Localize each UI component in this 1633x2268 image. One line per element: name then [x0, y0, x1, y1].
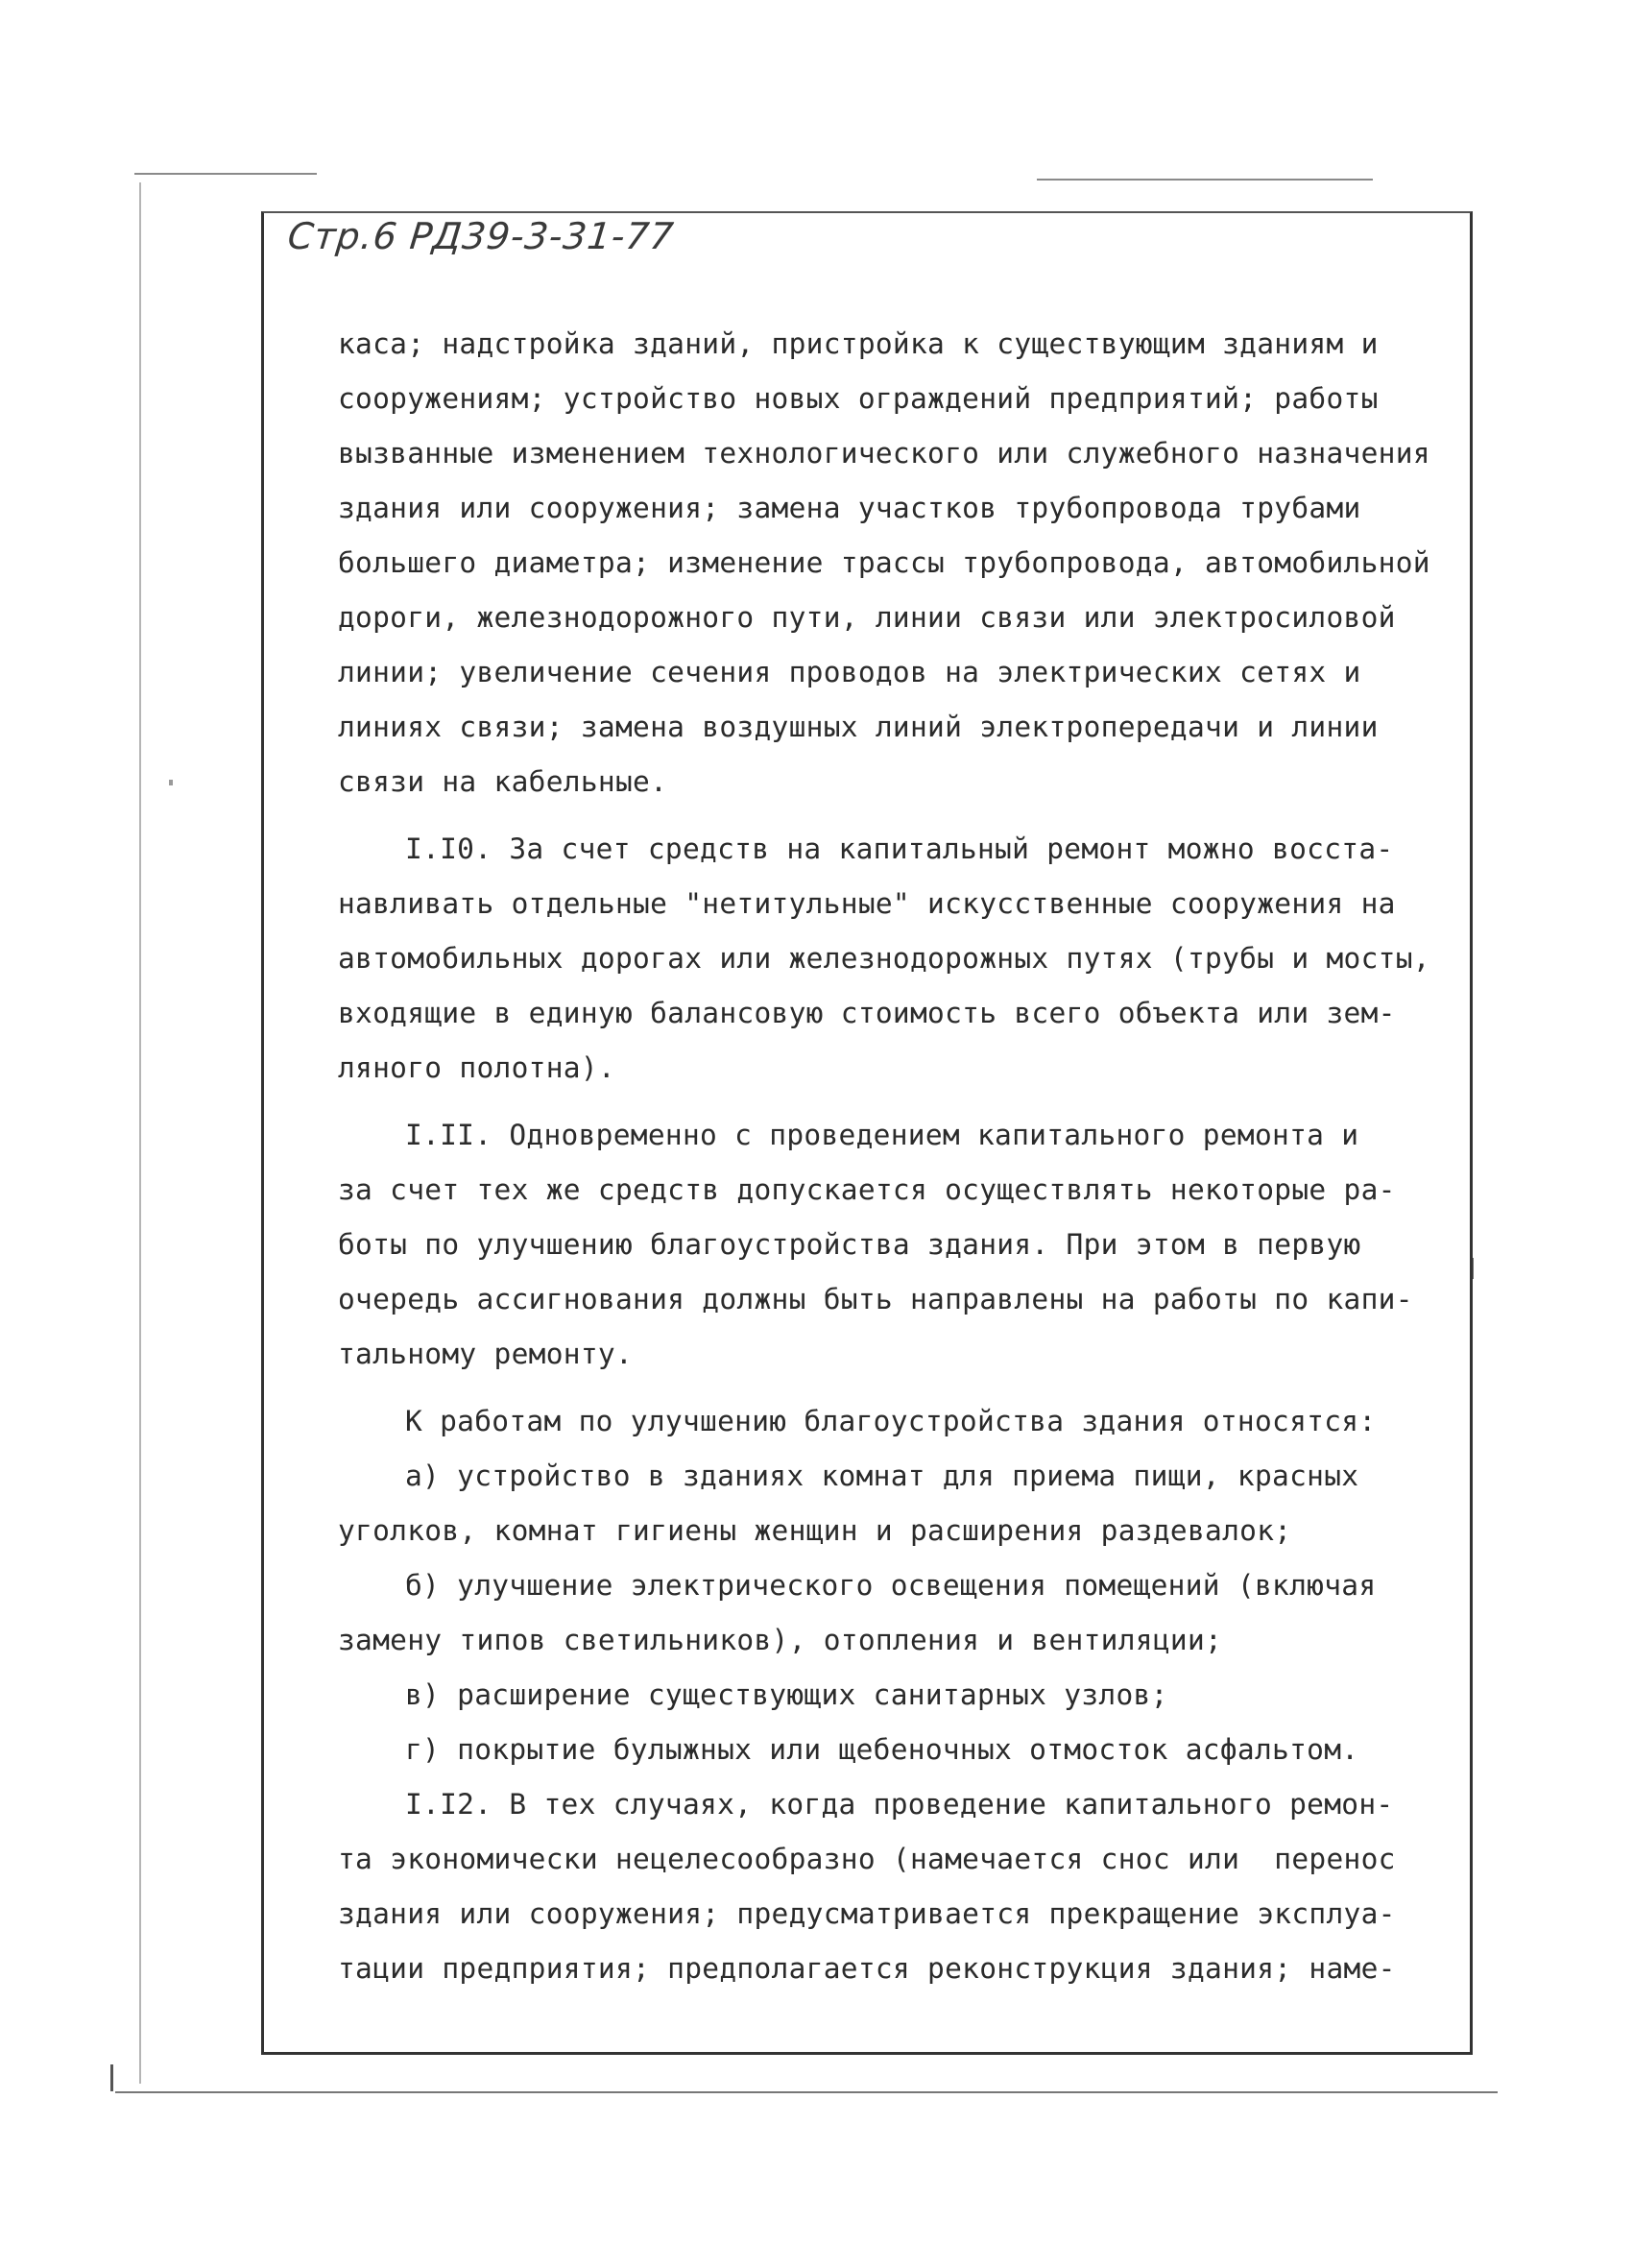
document-body	[338, 317, 1430, 1996]
text-line: тации предприятия; предполагается реконструкция здания; наме-	[338, 1952, 1396, 1985]
list-intro: К работам по улучшению благоустройства здания относятся:	[405, 1405, 1377, 1437]
text-line: та экономически нецелесообразно (намечается снос или перенос	[338, 1843, 1396, 1875]
text-line: боты по улучшению благоустройства здания. При этом в первую	[338, 1228, 1361, 1261]
list-item: замену типов светильников), отопления и вентиляции;	[338, 1624, 1223, 1656]
list-item: а) устройство в зданиях комнат для приема пищи, красных	[405, 1460, 1359, 1492]
text-line: автомобильных дорогах или железнодорожных путях (трубы и мосты,	[338, 942, 1430, 975]
text-line: ляного полотна).	[338, 1051, 615, 1084]
scan-top-line-right	[1037, 179, 1373, 181]
margin-mark	[110, 2064, 113, 2091]
text-line: I.II. Одновременно с проведением капитального ремонта и	[405, 1119, 1359, 1151]
text-line: каса; надстройка зданий, пристройка к существующим зданиям и	[338, 327, 1379, 360]
scan-top-line-left	[134, 173, 317, 175]
margin-mark	[169, 780, 173, 785]
text-line: дороги, железнодорожного пути, линии связи или электросиловой	[338, 601, 1396, 634]
text-line: навливать отдельные "нетитульные" искусственные сооружения на	[338, 887, 1396, 920]
list-item: в) расширение существующих санитарных узлов;	[405, 1678, 1168, 1711]
text-line: сооружениям; устройство новых ограждений предприятий; работы	[338, 382, 1379, 415]
text-line: вызванные изменением технологического или служебного назначения	[338, 437, 1430, 470]
text-line: линиях связи; замена воздушных линий электропередачи и линии	[338, 711, 1379, 743]
text-line: здания или сооружения; замена участков трубопровода трубами	[338, 492, 1361, 524]
text-line: входящие в единую балансовую стоимость всего объекта или зем-	[338, 997, 1396, 1029]
text-line: тальному ремонту.	[338, 1338, 634, 1370]
scan-bottom-line	[115, 2091, 1498, 2093]
text-line: очередь ассигнования должны быть направлены на работы по капи-	[338, 1283, 1413, 1315]
text-line: здания или сооружения; предусматривается прекращение эксплуа-	[338, 1897, 1396, 1930]
list-item: г) покрытие булыжных или щебеночных отмосток асфальтом.	[405, 1733, 1359, 1766]
text-line: линии; увеличение сечения проводов на электрических сетях и	[338, 656, 1361, 688]
page-stamp: Стр.6 РД39-3-31-77	[285, 215, 677, 257]
list-item: уголков, комнат гигиены женщин и расширения раздевалок;	[338, 1514, 1292, 1547]
text-line: I.I0. За счет средств на капитальный ремонт можно восста-	[405, 832, 1394, 865]
text-line: за счет тех же средств допускается осуществлять некоторые ра-	[338, 1173, 1396, 1206]
text-line: связи на кабельные.	[338, 765, 668, 798]
list-item: б) улучшение электрического освещения помещений (включая	[405, 1569, 1377, 1602]
text-line: I.I2. В тех случаях, когда проведение капитального ремон-	[405, 1788, 1394, 1821]
scan-left-line	[139, 182, 141, 2084]
text-line: большего диаметра; изменение трассы трубопровода, автомобильной	[338, 546, 1430, 579]
